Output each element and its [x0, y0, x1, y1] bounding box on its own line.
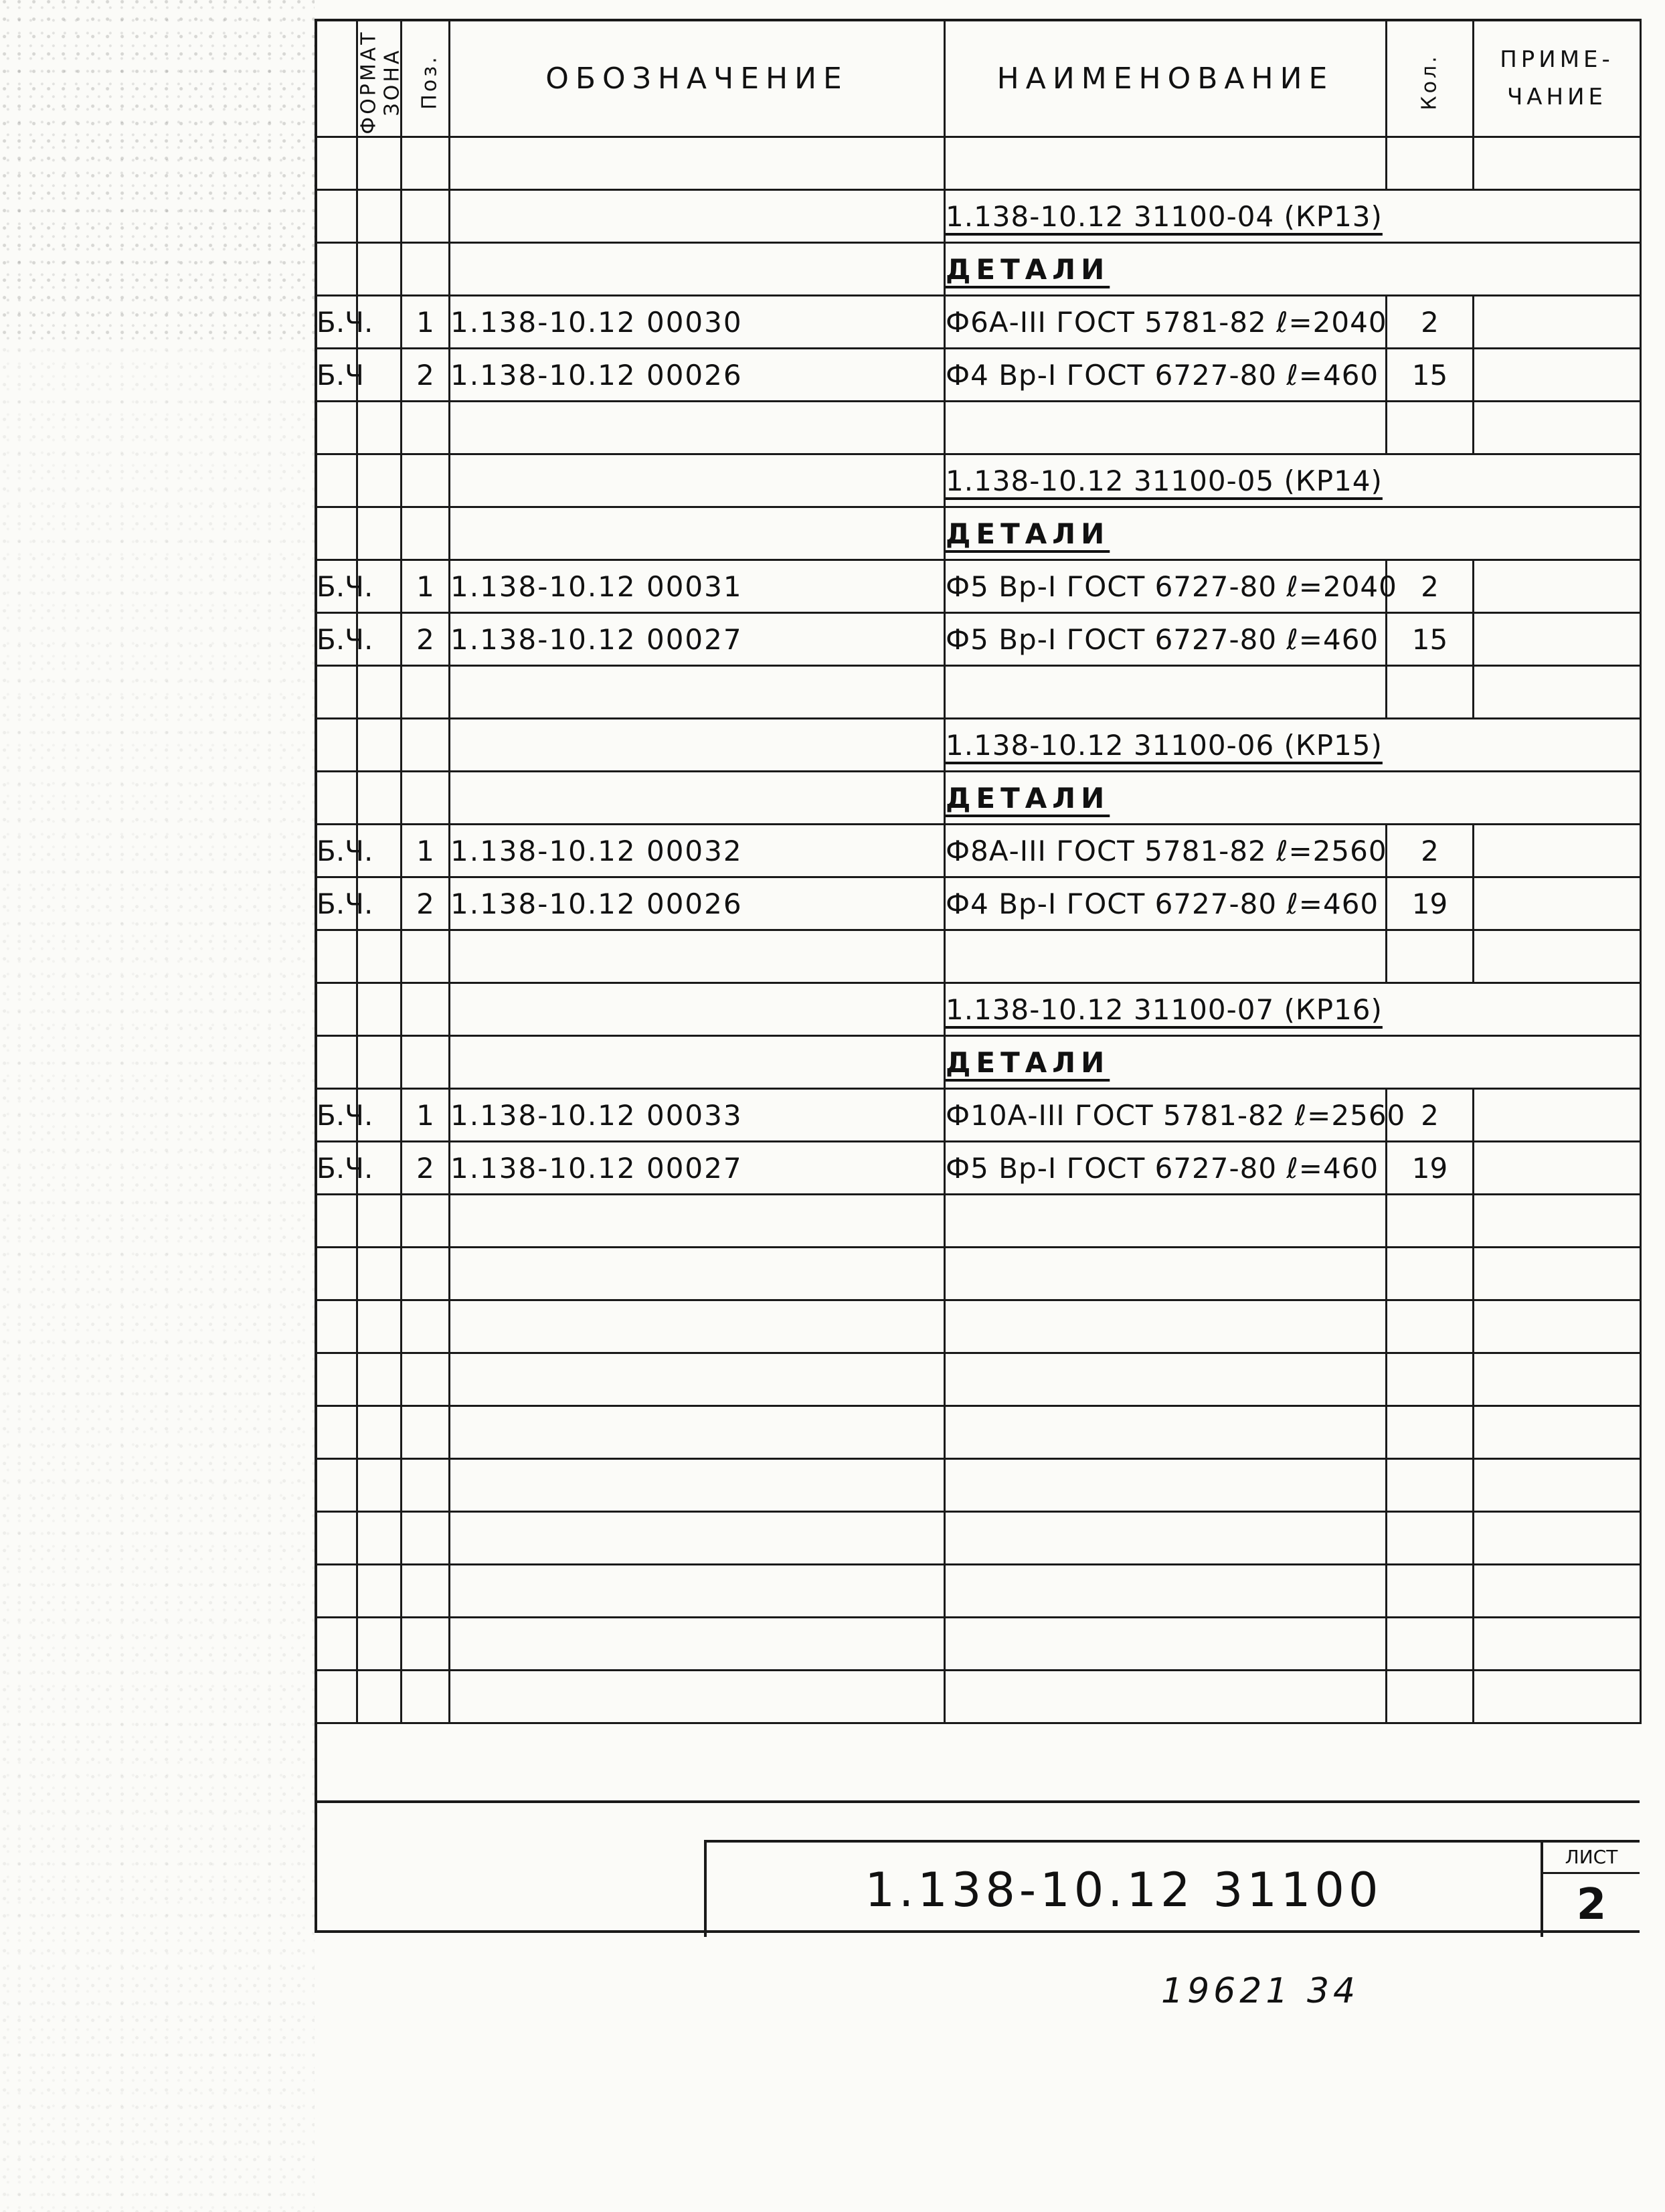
empty-cell [450, 507, 945, 560]
empty-cell [450, 1671, 945, 1723]
empty-cell [402, 1459, 450, 1512]
empty-cell [402, 243, 450, 296]
empty-cell [1387, 1565, 1474, 1618]
empty-cell [402, 190, 450, 243]
cell-name: Ф5 Вр-I ГОСТ 6727-80 ℓ=460 [945, 1142, 1387, 1195]
empty-cell [450, 1459, 945, 1512]
cell-designation: 1.138-10.12 00031 [450, 560, 945, 613]
empty-cell [1474, 1459, 1641, 1512]
empty-cell [945, 137, 1387, 190]
empty-cell [316, 772, 357, 825]
cell-name: Ф5 Вр-I ГОСТ 6727-80 ℓ=2040 [945, 560, 1387, 613]
sheet-number-box [1541, 1840, 1640, 1937]
empty-cell [1387, 1671, 1474, 1723]
cell-qty: 2 [1387, 296, 1474, 349]
empty-cell [1474, 1248, 1641, 1300]
section-subtitle-row [316, 243, 1641, 296]
empty-cell [316, 1300, 357, 1353]
empty-cell [450, 983, 945, 1036]
empty-cell [316, 1195, 357, 1248]
empty-cell [450, 1195, 945, 1248]
empty-cell [316, 1671, 357, 1723]
cell-designation: 1.138-10.12 00026 [450, 349, 945, 402]
empty-cell [450, 1248, 945, 1300]
empty-cell [402, 1248, 450, 1300]
empty-cell [357, 1671, 402, 1723]
empty-cell [945, 1248, 1387, 1300]
empty-cell [357, 930, 402, 983]
empty-cell [1387, 137, 1474, 190]
cell-name: Ф10А-III ГОСТ 5781-82 ℓ=2560 [945, 1089, 1387, 1142]
empty-cell [1474, 1406, 1641, 1459]
cell-designation: 1.138-10.12 00033 [450, 1089, 945, 1142]
cell-name: Ф6А-III ГОСТ 5781-82 ℓ=2040 [945, 296, 1387, 349]
cell-note [1474, 1142, 1641, 1195]
empty-cell [402, 454, 450, 507]
empty-cell [357, 243, 402, 296]
empty-row [316, 1353, 1641, 1406]
empty-cell [402, 772, 450, 825]
cell-name: Ф4 Вр-I ГОСТ 6727-80 ℓ=460 [945, 349, 1387, 402]
empty-cell [357, 1036, 402, 1089]
empty-cell [402, 666, 450, 719]
empty-cell [357, 137, 402, 190]
empty-cell [1387, 1248, 1474, 1300]
empty-cell [357, 1512, 402, 1565]
empty-cell [450, 137, 945, 190]
cell-format: Б.Ч [316, 349, 357, 402]
cell-name: Ф8А-III ГОСТ 5781-82 ℓ=2560 [945, 825, 1387, 877]
empty-cell [1474, 1671, 1641, 1723]
section-title: 1.138-10.12 31100-06 (КР15) [945, 719, 1641, 772]
cell-qty: 2 [1387, 825, 1474, 877]
empty-cell [357, 983, 402, 1036]
empty-cell [1474, 1565, 1641, 1618]
inventory-number: 19621 34 [1161, 1971, 1360, 2011]
section-subtitle-row [316, 772, 1641, 825]
empty-cell [945, 1459, 1387, 1512]
empty-cell [1387, 402, 1474, 454]
sheet-number: 2 [1576, 1880, 1607, 1930]
cell-designation: 1.138-10.12 00032 [450, 825, 945, 877]
cell-pos: 2 [402, 1142, 450, 1195]
empty-cell [316, 1512, 357, 1565]
empty-cell [450, 1353, 945, 1406]
empty-cell [1474, 1512, 1641, 1565]
empty-cell [1474, 1353, 1641, 1406]
cell-pos: 1 [402, 296, 450, 349]
section-subtitle-row [316, 1036, 1641, 1089]
col-header-zone: ЗОНА [357, 20, 402, 137]
empty-cell [316, 402, 357, 454]
section-title-row [316, 983, 1641, 1036]
empty-cell [1387, 1300, 1474, 1353]
empty-cell [357, 1459, 402, 1512]
cell-designation: 1.138-10.12 00027 [450, 1142, 945, 1195]
table-row [316, 1142, 1641, 1195]
empty-cell [450, 930, 945, 983]
section-title: 1.138-10.12 31100-07 (КР16) [945, 983, 1641, 1036]
empty-row [316, 1406, 1641, 1459]
section-title-row [316, 719, 1641, 772]
empty-cell [945, 402, 1387, 454]
empty-row [316, 1300, 1641, 1353]
section-subtitle: ДЕТАЛИ [945, 1036, 1641, 1089]
empty-row [316, 402, 1641, 454]
col-header-qty: Кол. [1387, 20, 1474, 137]
section-title: 1.138-10.12 31100-04 (КР13) [945, 190, 1641, 243]
cell-note [1474, 296, 1641, 349]
cell-name: Ф4 Вр-I ГОСТ 6727-80 ℓ=460 [945, 877, 1387, 930]
empty-row [316, 1512, 1641, 1565]
empty-cell [316, 243, 357, 296]
cell-note [1474, 877, 1641, 930]
empty-cell [402, 1512, 450, 1565]
empty-cell [1387, 1406, 1474, 1459]
cell-qty: 15 [1387, 349, 1474, 402]
cell-pos: 2 [402, 349, 450, 402]
empty-cell [450, 1618, 945, 1671]
empty-cell [450, 1565, 945, 1618]
empty-cell [357, 719, 402, 772]
empty-cell [1474, 137, 1641, 190]
cell-pos: 1 [402, 1089, 450, 1142]
table-row [316, 560, 1641, 613]
empty-cell [450, 719, 945, 772]
empty-cell [357, 1565, 402, 1618]
empty-cell [357, 454, 402, 507]
empty-row [316, 1459, 1641, 1512]
empty-cell [402, 1671, 450, 1723]
empty-cell [402, 719, 450, 772]
empty-cell [357, 402, 402, 454]
empty-cell [316, 137, 357, 190]
empty-cell [945, 1565, 1387, 1618]
cell-pos: 1 [402, 825, 450, 877]
cell-pos: 2 [402, 877, 450, 930]
specification-table [315, 19, 1642, 1724]
cell-format: Б.Ч. [316, 1089, 357, 1142]
empty-cell [1474, 1300, 1641, 1353]
empty-cell [316, 666, 357, 719]
cell-qty: 19 [1387, 1142, 1474, 1195]
section-subtitle: ДЕТАЛИ [945, 243, 1641, 296]
empty-cell [316, 507, 357, 560]
empty-cell [357, 1353, 402, 1406]
empty-cell [1387, 1459, 1474, 1512]
empty-cell [945, 1353, 1387, 1406]
cell-format: Б.Ч. [316, 877, 357, 930]
empty-cell [316, 1353, 357, 1406]
empty-cell [402, 1353, 450, 1406]
empty-cell [316, 190, 357, 243]
empty-cell [402, 507, 450, 560]
section-subtitle-row [316, 507, 1641, 560]
empty-cell [450, 1300, 945, 1353]
doc-code-box [704, 1840, 1541, 1937]
empty-cell [1474, 930, 1641, 983]
empty-cell [402, 1565, 450, 1618]
table-row [316, 1089, 1641, 1142]
cell-format: Б.Ч. [316, 613, 357, 666]
cell-qty: 19 [1387, 877, 1474, 930]
cell-name: Ф5 Вр-I ГОСТ 6727-80 ℓ=460 [945, 613, 1387, 666]
empty-cell [316, 719, 357, 772]
section-title: 1.138-10.12 31100-05 (КР14) [945, 454, 1641, 507]
empty-cell [402, 1618, 450, 1671]
cell-note [1474, 825, 1641, 877]
cell-format: Б.Ч. [316, 1142, 357, 1195]
empty-cell [357, 507, 402, 560]
cell-qty: 2 [1387, 560, 1474, 613]
empty-cell [450, 402, 945, 454]
empty-cell [450, 1036, 945, 1089]
col-header-pos: Поз. [402, 20, 450, 137]
empty-cell [357, 1195, 402, 1248]
sheet-label: ЛИСТ [1543, 1843, 1640, 1874]
cell-pos: 2 [402, 613, 450, 666]
specification-body [316, 137, 1641, 1723]
empty-cell [357, 666, 402, 719]
empty-cell [402, 1195, 450, 1248]
empty-cell [1387, 1353, 1474, 1406]
cell-note [1474, 560, 1641, 613]
empty-row [316, 137, 1641, 190]
cell-designation: 1.138-10.12 00030 [450, 296, 945, 349]
scan-edge-noise-top [0, 0, 315, 348]
empty-cell [316, 1248, 357, 1300]
empty-cell [316, 1618, 357, 1671]
empty-cell [316, 930, 357, 983]
table-row [316, 349, 1641, 402]
empty-cell [316, 1459, 357, 1512]
cell-format: Б.Ч. [316, 825, 357, 877]
cell-designation: 1.138-10.12 00026 [450, 877, 945, 930]
cell-pos: 1 [402, 560, 450, 613]
empty-cell [402, 1300, 450, 1353]
cell-qty: 2 [1387, 1089, 1474, 1142]
empty-cell [945, 1195, 1387, 1248]
empty-cell [402, 930, 450, 983]
table-row [316, 613, 1641, 666]
header-row [316, 20, 1641, 137]
empty-cell [357, 190, 402, 243]
cell-note [1474, 613, 1641, 666]
table-row [316, 825, 1641, 877]
title-block [315, 1800, 1640, 1934]
empty-row [316, 1618, 1641, 1671]
empty-cell [1474, 1195, 1641, 1248]
empty-cell [316, 1406, 357, 1459]
empty-row [316, 1195, 1641, 1248]
empty-cell [402, 1036, 450, 1089]
empty-cell [316, 1036, 357, 1089]
empty-cell [1474, 1618, 1641, 1671]
empty-row [316, 1248, 1641, 1300]
table-row [316, 296, 1641, 349]
empty-cell [450, 1512, 945, 1565]
empty-cell [450, 772, 945, 825]
cell-format: Б.Ч. [316, 560, 357, 613]
empty-cell [450, 454, 945, 507]
empty-cell [357, 1618, 402, 1671]
empty-cell [1387, 666, 1474, 719]
section-title-row [316, 190, 1641, 243]
empty-cell [402, 983, 450, 1036]
empty-cell [945, 1300, 1387, 1353]
cell-designation: 1.138-10.12 00027 [450, 613, 945, 666]
empty-cell [945, 666, 1387, 719]
empty-cell [402, 1406, 450, 1459]
empty-cell [945, 1618, 1387, 1671]
empty-row [316, 1671, 1641, 1723]
empty-cell [945, 930, 1387, 983]
empty-cell [450, 666, 945, 719]
empty-row [316, 666, 1641, 719]
empty-cell [316, 1565, 357, 1618]
empty-cell [357, 1406, 402, 1459]
empty-cell [450, 190, 945, 243]
empty-cell [945, 1512, 1387, 1565]
empty-cell [357, 772, 402, 825]
empty-cell [450, 1406, 945, 1459]
empty-cell [945, 1671, 1387, 1723]
doc-code: 1.138-10.12 31100 [865, 1862, 1383, 1918]
cell-note [1474, 1089, 1641, 1142]
col-header-name: НАИМЕНОВАНИЕ [945, 20, 1387, 137]
empty-row [316, 930, 1641, 983]
empty-cell [1474, 402, 1641, 454]
empty-cell [357, 1248, 402, 1300]
section-subtitle: ДЕТАЛИ [945, 507, 1641, 560]
section-title-row [316, 454, 1641, 507]
empty-cell [402, 402, 450, 454]
table-row [316, 877, 1641, 930]
empty-row [316, 1565, 1641, 1618]
empty-cell [1387, 1618, 1474, 1671]
empty-cell [357, 1300, 402, 1353]
section-subtitle: ДЕТАЛИ [945, 772, 1641, 825]
col-header-designation: ОБОЗНАЧЕНИЕ [450, 20, 945, 137]
empty-cell [402, 137, 450, 190]
col-header-format: ФОРМАТ [316, 20, 357, 137]
col-header-note: ПРИМЕ- ЧАНИЕ [1474, 20, 1641, 137]
empty-cell [316, 454, 357, 507]
empty-cell [450, 243, 945, 296]
cell-qty: 15 [1387, 613, 1474, 666]
empty-cell [1474, 666, 1641, 719]
empty-cell [316, 983, 357, 1036]
empty-cell [945, 1406, 1387, 1459]
empty-cell [1387, 1512, 1474, 1565]
empty-cell [1387, 1195, 1474, 1248]
cell-format: Б.Ч. [316, 296, 357, 349]
cell-note [1474, 349, 1641, 402]
empty-cell [1387, 930, 1474, 983]
